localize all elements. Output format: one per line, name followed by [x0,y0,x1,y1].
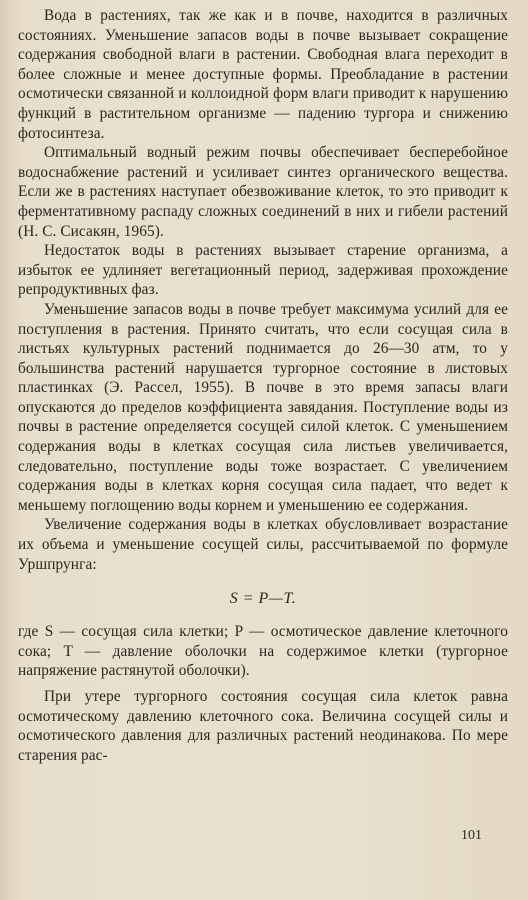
formula-legend: где S — сосущая сила клетки; P — осмотическое давление клеточного сока; T — давление оболочки на содержимое клетки (тургорное напряжение растянутой оболочки). [18,623,508,680]
paragraph-turgor-loss: При утере тургорного состояния сосущая сила клеток равна осмотическому давлению клеточного сока. Величина сосущей силы и осмотического давления для различных растений неодинакова. По мере старения рас- [18,688,508,764]
paragraph-water-deficit: Недостаток воды в растениях вызывает старение организма, а избыток ее удлиняет вегетационный период, задерживая прохождение репродуктивных фаз. [18,242,508,299]
ursprung-formula: S = P—T. [229,590,297,608]
paragraph-optimal-regime: Оптимальный водный режим почвы обеспечивает бесперебойное водоснабжение растений и усиливает синтез органического вещества. Если же в растениях наступает обезвоживание клеток, то это приводит к ферментативному распаду сложных соединений в них и гибели растений (Н. С. Сисакян, 1965). [18,144,508,240]
paragraph-sucking-force: Уменьшение запасов воды в почве требует максимума усилий для ее поступления в растения. Принято считать, что если сосущая сила в листьях культурных растений поднимается до 26—30 атм, то у большинства растений нарушается тургорное состояние в листовых пластинках (Э. Рассел, 1955). В почве в это время запасы влаги опускаются до пределов коэффициента завядания. Поступление воды из почвы в растение определяется сосущей силой клеток. С уменьшением содержания воды в клетках сосущая сила листьев увеличивается, следовательно, поступление воды тоже возрастает. С увеличением содержания воды в клетках корня сосущая сила падает, что ведет к меньшему поглощению воды корнем и уменьшению ее содержания. [18,300,508,514]
paragraph-water-states: Вода в растениях, так же как и в почве, находится в различных состояниях. Уменьшение запасов воды в почве вызывает сокращение содержания свободной влаги в растении. Свободная влага переходит в более сложные и менее доступные формы. Преобладание в растении осмотически связанной и коллоидной форм влаги приводит к нарушению функций в растительном организме — падению тургора и снижению фотосинтеза. [18,7,508,142]
paragraph-cell-volume: Увеличение содержания воды в клетках обусловливает возрастание их объема и уменьшение сосущей силы, рассчитываемой по формуле Уршпрунга: [18,516,508,573]
page-number: 101 [461,828,482,843]
